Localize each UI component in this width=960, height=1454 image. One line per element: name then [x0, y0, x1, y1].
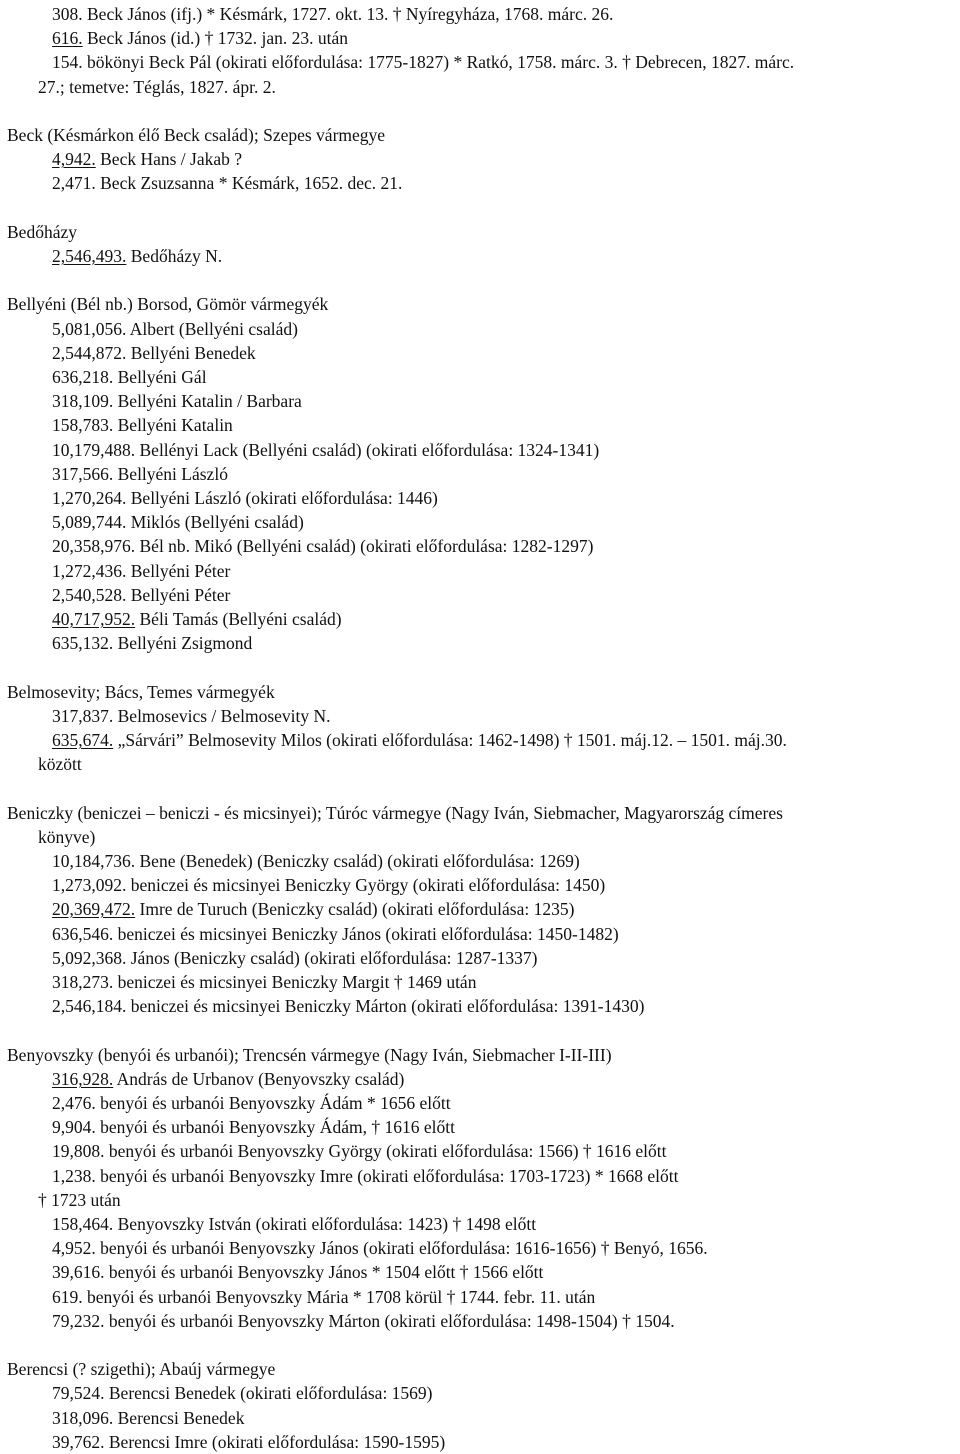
ancestor-number: 317,566.	[52, 464, 114, 484]
entry-text: benyói és urbanói Benyovszky János * 1504 előtt † 1566 előtt	[104, 1262, 544, 1282]
ancestor-number: 635,674.	[52, 730, 114, 750]
ancestor-number: 1,272,436.	[52, 561, 127, 581]
ancestor-number: 5,089,744.	[52, 512, 127, 532]
ancestor-number: 616.	[52, 28, 83, 48]
ancestor-number: 2,540,528.	[52, 585, 127, 605]
ancestor-number: 9,904.	[52, 1117, 96, 1137]
ancestor-number: 636,546.	[52, 924, 114, 944]
family-heading-text: Berencsi (? szigethi); Abaúj vármegye	[7, 1359, 276, 1379]
entry-text: benyói és urbanói Benyovszky Mária * 1708 körül † 1744. febr. 11. után	[82, 1287, 596, 1307]
person-entry	[52, 559, 230, 583]
ancestor-number: 158,783.	[52, 415, 114, 435]
person-entry	[52, 1164, 678, 1188]
person-entry	[52, 317, 298, 341]
entry-text: Bellényi Lack (Bellyéni család) (okirati előfordulása: 1324-1341)	[135, 440, 600, 460]
ancestor-number: 39,762.	[52, 1432, 105, 1452]
entry-text: Beck János (ifj.) * Késmárk, 1727. okt. 13. † Nyíregyháza, 1768. márc. 26.	[82, 4, 614, 24]
person-entry	[52, 946, 538, 970]
family-heading	[7, 680, 275, 704]
entry-text: Benyovszky István (okirati előfordulása: 1423) † 1498 előtt	[113, 1214, 537, 1234]
entry-text: Bellyéni Péter	[126, 585, 231, 605]
ancestor-number: 4,942.	[52, 149, 96, 169]
ancestor-number: 10,179,488.	[52, 440, 136, 460]
entry-text: Albert (Bellyéni család)	[126, 319, 298, 339]
family-heading-text: Beck (Késmárkon élő Beck család); Szepes vármegye	[7, 125, 386, 145]
person-entry	[52, 897, 574, 921]
entry-text: benyói és urbanói Benyovszky Ádám * 1656 előtt	[95, 1093, 451, 1113]
person-entry	[52, 244, 222, 268]
person-entry	[52, 1115, 455, 1139]
entry-text: benyói és urbanói Benyovszky János (okirati előfordulása: 1616-1656) † Benyó, 1656.	[95, 1238, 708, 1258]
entry-text: Bellyéni László (okirati előfordulása: 1446)	[126, 488, 438, 508]
person-entry	[52, 1381, 433, 1405]
entry-text: Bellyéni Benedek	[126, 343, 256, 363]
entry-text: beniczei és micsinyei Beniczky Márton (okirati előfordulása: 1391-1430)	[126, 996, 645, 1016]
entry-text: András de Urbanov (Benyovszky család)	[113, 1069, 405, 1089]
ancestor-number: 2,544,872.	[52, 343, 127, 363]
person-entry	[52, 50, 794, 74]
entry-text: Bene (Benedek) (Beniczky család) (okirati előfordulása: 1269)	[135, 851, 580, 871]
person-entry	[52, 1260, 543, 1284]
person-entry	[52, 1430, 445, 1454]
ancestor-number: 2,546,184.	[52, 996, 127, 1016]
person-entry	[52, 26, 348, 50]
family-heading	[7, 801, 783, 825]
person-entry	[52, 510, 304, 534]
entry-text: Bellyéni Péter	[126, 561, 231, 581]
family-heading	[7, 1357, 275, 1381]
ancestor-number: 4,952.	[52, 1238, 96, 1258]
person-entry	[52, 1067, 404, 1091]
ancestor-number: 158,464.	[52, 1214, 114, 1234]
ancestor-number: 1,238.	[52, 1166, 96, 1186]
ancestor-number: 79,524.	[52, 1383, 105, 1403]
entry-text: benyói és urbanói Benyovszky Márton (okirati előfordulása: 1498-1504) † 1504.	[104, 1311, 675, 1331]
person-entry	[52, 1236, 708, 1260]
entry-text: benyói és urbanói Benyovszky Imre (okirati előfordulása: 1703-1723) * 1668 előtt	[95, 1166, 679, 1186]
person-entry	[52, 704, 331, 728]
person-entry	[52, 438, 599, 462]
ancestor-number: 19,808.	[52, 1141, 105, 1161]
person-entry	[52, 1212, 536, 1236]
entry-text: „Sárvári” Belmosevity Milos (okirati előfordulása: 1462-1498) † 1501. máj.12. – 1501. máj.30.	[113, 730, 787, 750]
person-entry	[52, 631, 252, 655]
person-entry	[52, 171, 402, 195]
entry-text: Miklós (Bellyéni család)	[126, 512, 304, 532]
entry-text: † 1723 után	[38, 1190, 121, 1210]
ancestor-number: 79,232.	[52, 1311, 105, 1331]
person-entry	[52, 728, 787, 752]
ancestor-number: 2,546,493.	[52, 246, 127, 266]
ancestor-number: 10,184,736.	[52, 851, 136, 871]
person-entry	[52, 583, 230, 607]
family-heading-text: Belmosevity; Bács, Temes vármegyék	[7, 682, 275, 702]
family-heading-text: Bellyéni (Bél nb.) Borsod, Gömör vármegyék	[7, 294, 329, 314]
person-entry	[52, 607, 342, 631]
entry-text: beniczei és micsinyei Beniczky György (okirati előfordulása: 1450)	[126, 875, 606, 895]
ancestor-number: 619.	[52, 1287, 83, 1307]
ancestor-number: 1,270,264.	[52, 488, 127, 508]
entry-text: Béli Tamás (Bellyéni család)	[135, 609, 342, 629]
person-entry	[52, 389, 302, 413]
ancestor-number: 1,273,092.	[52, 875, 127, 895]
entry-text: Berencsi Imre (okirati előfordulása: 1590-1595)	[104, 1432, 446, 1452]
ancestor-number: 318,273.	[52, 972, 114, 992]
ancestor-number: 40,717,952.	[52, 609, 136, 629]
person-entry	[52, 147, 242, 171]
entry-continuation	[38, 75, 276, 99]
ancestor-number: 635,132.	[52, 633, 114, 653]
family-heading	[7, 1043, 612, 1067]
person-entry	[52, 922, 619, 946]
ancestor-number: 316,928.	[52, 1069, 114, 1089]
ancestor-number: 20,369,472.	[52, 899, 136, 919]
entry-text: Bellyéni Gál	[113, 367, 207, 387]
ancestor-number: 318,109.	[52, 391, 114, 411]
entry-continuation	[38, 1188, 121, 1212]
entry-text: beniczei és micsinyei Beniczky Margit † 1469 után	[113, 972, 477, 992]
person-entry	[52, 413, 233, 437]
entry-text: Berencsi Benedek (okirati előfordulása: 1569)	[104, 1383, 433, 1403]
person-entry	[52, 994, 644, 1018]
ancestor-number: 317,837.	[52, 706, 114, 726]
entry-text: Belmosevics / Belmosevity N.	[113, 706, 331, 726]
entry-text: benyói és urbanói Benyovszky Ádám, † 1616 előtt	[95, 1117, 455, 1137]
ancestor-number: 5,081,056.	[52, 319, 127, 339]
person-entry	[52, 970, 476, 994]
entry-text: Bellyéni Katalin / Barbara	[113, 391, 302, 411]
ancestor-number: 2,476.	[52, 1093, 96, 1113]
person-entry	[52, 1309, 675, 1333]
entry-text: Berencsi Benedek	[113, 1408, 245, 1428]
family-heading	[7, 292, 328, 316]
entry-text: között	[38, 754, 82, 774]
person-entry	[52, 1139, 667, 1163]
ancestor-number: 39,616.	[52, 1262, 105, 1282]
family-heading-text: Bedőházy	[7, 222, 77, 242]
entry-text: bökönyi Beck Pál (okirati előfordulása: 1775-1827) * Ratkó, 1758. márc. 3. † Debrecen, 1827. márc.	[82, 52, 795, 72]
ancestor-number: 5,092,368.	[52, 948, 127, 968]
ancestor-number: 154.	[52, 52, 83, 72]
family-heading	[7, 123, 385, 147]
ancestor-number: 2,471.	[52, 173, 96, 193]
entry-text: Bél nb. Mikó (Bellyéni család) (okirati előfordulása: 1282-1297)	[135, 536, 594, 556]
person-entry	[52, 1091, 451, 1115]
person-entry	[52, 2, 613, 26]
ancestor-number: 20,358,976.	[52, 536, 136, 556]
entry-text: beniczei és micsinyei Beniczky János (okirati előfordulása: 1450-1482)	[113, 924, 619, 944]
person-entry	[52, 1285, 595, 1309]
entry-text: János (Beniczky család) (okirati előfordulása: 1287-1337)	[126, 948, 538, 968]
person-entry	[52, 1406, 244, 1430]
family-heading-text: könyve)	[38, 827, 96, 847]
ancestor-number: 636,218.	[52, 367, 114, 387]
entry-text: Beck Hans / Jakab ?	[95, 149, 243, 169]
ancestor-number: 318,096.	[52, 1408, 114, 1428]
person-entry	[52, 849, 580, 873]
family-heading-text: Benyovszky (benyói és urbanói); Trencsén vármegye (Nagy Iván, Siebmacher I-II-III)	[7, 1045, 612, 1065]
person-entry	[52, 341, 256, 365]
ancestor-number: 308.	[52, 4, 83, 24]
entry-continuation	[38, 752, 82, 776]
person-entry	[52, 534, 593, 558]
entry-text: Beck Zsuzsanna * Késmárk, 1652. dec. 21.	[95, 173, 403, 193]
family-heading-continuation	[38, 825, 95, 849]
entry-text: Bellyéni László	[113, 464, 228, 484]
entry-text: Imre de Turuch (Beniczky család) (okirati előfordulása: 1235)	[135, 899, 575, 919]
family-heading	[7, 220, 77, 244]
entry-text: Bellyéni Katalin	[113, 415, 233, 435]
person-entry	[52, 365, 207, 389]
person-entry	[52, 462, 228, 486]
entry-text: Bedőházy N.	[126, 246, 223, 266]
person-entry	[52, 486, 438, 510]
family-heading-text: Beniczky (beniczei – beniczi - és micsinyei); Túróc vármegye (Nagy Iván, Siebmacher, Magyarország címeres	[7, 803, 783, 823]
entry-text: 27.; temetve: Téglás, 1827. ápr. 2.	[38, 77, 276, 97]
entry-text: benyói és urbanói Benyovszky György (okirati előfordulása: 1566) † 1616 előtt	[104, 1141, 667, 1161]
person-entry	[52, 873, 605, 897]
entry-text: Bellyéni Zsigmond	[113, 633, 253, 653]
entry-text: Beck János (id.) † 1732. jan. 23. után	[82, 28, 348, 48]
